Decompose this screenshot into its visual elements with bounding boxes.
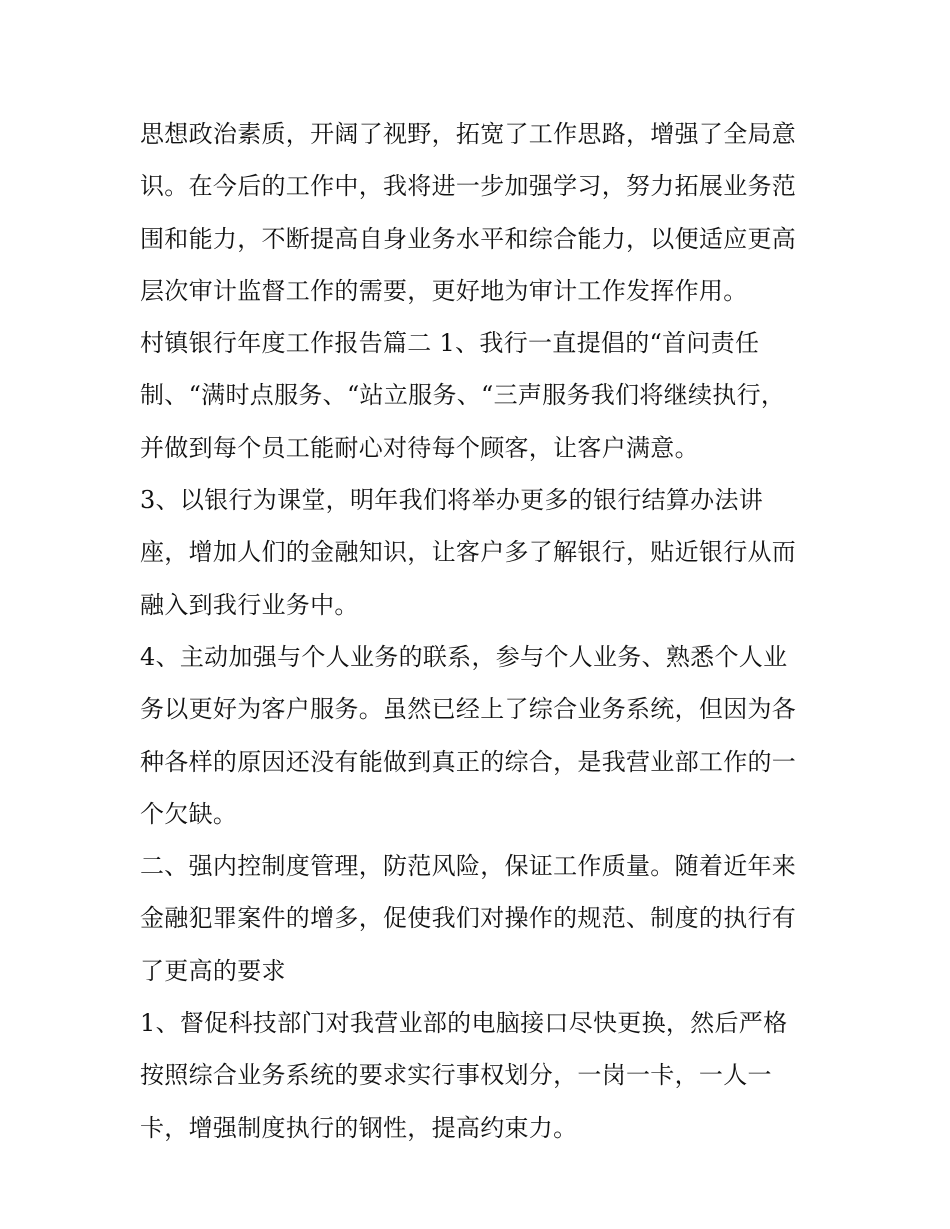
text-line: 制、“满时点服务、“站立服务、“三声服务我们将继续执行， (140, 381, 786, 410)
text-line: 4、主动加强与个人业务的联系，参与个人业务、熟悉个人业 (140, 642, 788, 671)
text-line: 1、督促科技部门对我营业部的电脑接口尽快更换，然后严格 (140, 1009, 788, 1038)
text-line: 村镇银行年度工作报告篇二 1、我行一直提倡的“首问责任 (140, 329, 760, 358)
text-line: 个欠缺。 (140, 799, 238, 828)
text-line: 金融犯罪案件的增多，促使我们对操作的规范、制度的执行有 (140, 904, 797, 933)
text-line: 融入到我行业务中。 (140, 590, 359, 619)
text-line: 了更高的要求 (140, 956, 286, 985)
text-line: 按照综合业务系统的要求实行事权划分，一岗一卡，一人一 (140, 1061, 772, 1090)
text-line: 识。在今后的工作中，我将进一步加强学习，努力拓展业务范 (140, 172, 797, 201)
text-line: 3、以银行为课堂，明年我们将举办更多的银行结算办法讲 (140, 486, 764, 515)
text-line: 并做到每个员工能耐心对待每个顾客，让客户满意。 (140, 433, 699, 462)
text-line: 思想政治素质，开阔了视野，拓宽了工作思路，增强了全局意 (140, 120, 797, 148)
text-line: 层次审计监督工作的需要，更好地为审计工作发挥作用。 (140, 276, 748, 305)
text-line: 二、强内控制度管理，防范风险，保证工作质量。随着近年来 (140, 852, 797, 881)
text-line: 围和能力，不断提高自身业务水平和综合能力，以便适应更高 (140, 224, 797, 253)
text-line: 种各样的原因还没有能做到真正的综合，是我营业部工作的一 (140, 747, 797, 776)
document-body (140, 108, 830, 1154)
text-line: 座，增加人们的金融知识，让客户多了解银行，贴近银行从而 (140, 538, 797, 567)
text-line: 卡，增强制度执行的钢性，提高约束力。 (140, 1113, 578, 1142)
text-line: 务以更好为客户服务。虽然已经上了综合业务系统，但因为各 (140, 695, 797, 724)
